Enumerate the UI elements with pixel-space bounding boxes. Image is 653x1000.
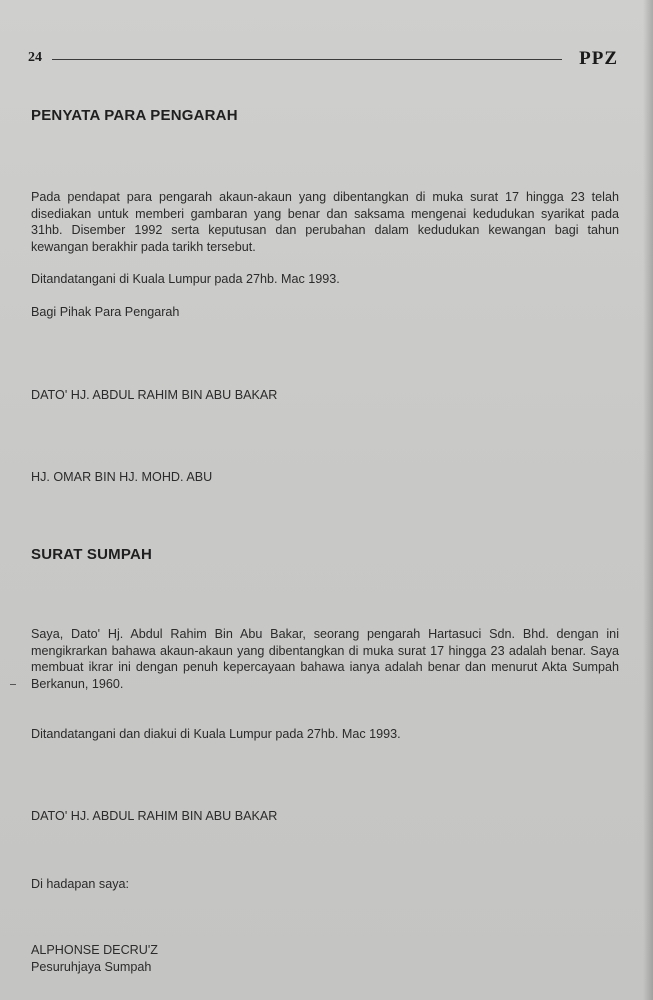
director-signatory-1: DATO' HJ. ABDUL RAHIM BIN ABU BAKAR (31, 388, 278, 402)
page-edge-shadow (643, 0, 653, 1000)
page-header (28, 50, 618, 72)
directors-signed-line: Ditandatangani di Kuala Lumpur pada 27hb. Mac 1993. (31, 272, 340, 286)
before-me-line: Di hadapan saya: (31, 877, 130, 891)
directors-statement-title: PENYATA PARA PENGARAH (31, 107, 238, 124)
declaration-signed-line: Ditandatangani dan diakui di Kuala Lumpur pada 27hb. Mac 1993. (31, 727, 401, 741)
margin-mark (10, 684, 16, 685)
declaration-signatory: DATO' HJ. ABDUL RAHIM BIN ABU BAKAR (31, 809, 278, 823)
director-signatory-2: HJ. OMAR BIN HJ. MOHD. ABU (31, 470, 213, 484)
header-rule (52, 59, 562, 60)
page-number: 24 (28, 50, 42, 65)
commissioner-title: Pesuruhjaya Sumpah (31, 960, 152, 974)
statutory-declaration-body: Saya, Dato' Hj. Abdul Rahim Bin Abu Bakar, seorang pengarah Hartasuci Sdn. Bhd. dengan ini mengikrarkan bahawa akaun-akaun yang dibentangkan di muka surat 17 hingga 23 adalah benar. Saya membuat ikrar ini dengan penuh kepercayaan bahawa ianya adalah benar dan menurut Akta Sumpah Berkanun, 1960. (31, 627, 619, 691)
brand-logo: PPZ (579, 48, 618, 69)
directors-statement-body: Pada pendapat para pengarah akaun-akaun yang dibentangkan di muka surat 17 hingga 23 telah disediakan untuk memberi gambaran yang benar dan saksama mengenai kedudukan syarikat pada 31hb. Disember 1992 serta keputusan dan perubahan dalam kedudukan kewangan bagi tahun kewangan berakhir pada tarikh tersebut. (31, 190, 619, 254)
on-behalf-line: Bagi Pihak Para Pengarah (31, 305, 180, 319)
commissioner-name: ALPHONSE DECRU'Z (31, 943, 158, 957)
statutory-declaration-title: SURAT SUMPAH (31, 546, 153, 563)
